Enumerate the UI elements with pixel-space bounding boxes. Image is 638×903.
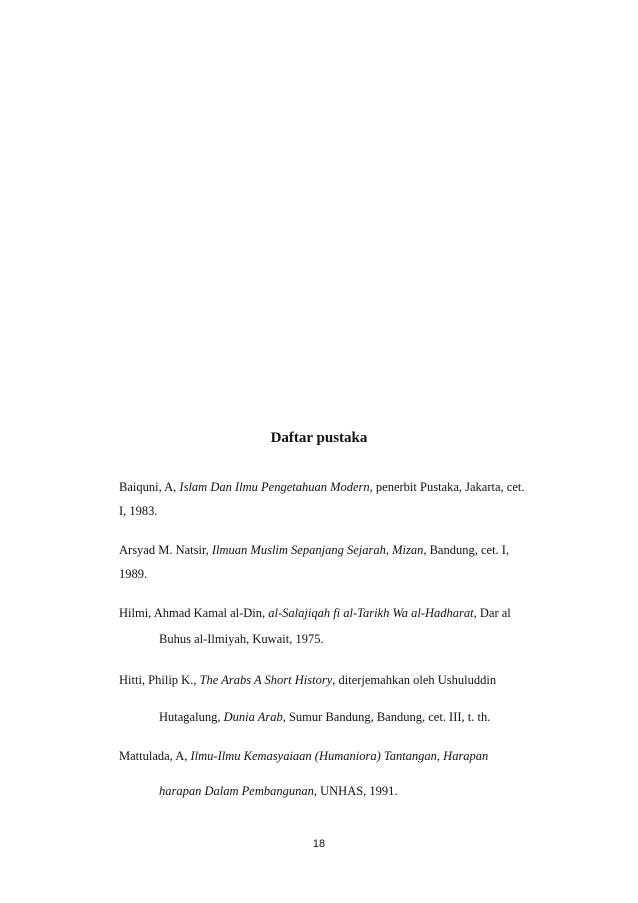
reference-line: Hilmi, Ahmad Kamal al-Din, al-Salajiqah fi al-Tarikh Wa al-Hadharat, Dar al xyxy=(119,606,511,620)
reference-title: Dunia Arab xyxy=(223,710,283,724)
reference-line: 1989. xyxy=(119,567,148,581)
page-heading: Daftar pustaka xyxy=(270,430,368,446)
reference-line: Hutagalung, Dunia Arab, Sumur Bandung, Bandung, cet. III, t. th. xyxy=(159,710,491,724)
reference-line: I, 1983. xyxy=(119,504,158,518)
reference-title: The Arabs A Short History xyxy=(199,673,333,687)
reference-title: al-Salajiqah fi al-Tarikh Wa al-Hadharat xyxy=(268,606,474,620)
reference-line: Arsyad M. Natsir, Ilmuan Muslim Sepanjang Sejarah, Mizan, Bandung, cet. I, xyxy=(119,543,510,557)
reference-line: Buhus al-Ilmiyah, Kuwait, 1975. xyxy=(159,632,324,646)
reference-line: harapan Dalam Pembangunan, UNHAS, 1991. xyxy=(159,784,398,798)
reference-title: Ilmuan Muslim Sepanjang Sejarah, Mizan xyxy=(211,543,424,557)
reference-line: Hitti, Philip K., The Arabs A Short History, diterjemahkan oleh Ushuluddin xyxy=(119,673,497,687)
reference-title: Islam Dan Ilmu Pengetahuan Modern xyxy=(179,480,370,494)
reference-title: harapan Dalam Pembangunan xyxy=(159,784,314,798)
page-number: 18 xyxy=(312,838,326,850)
reference-line: Mattulada, A, Ilmu-Ilmu Kemasyaiaan (Humaniora) Tantangan, Harapan xyxy=(119,749,489,763)
reference-title: Ilmu-Ilmu Kemasyaiaan (Humaniora) Tantangan, Harapan xyxy=(190,749,489,763)
reference-line: Baiquni, A, Islam Dan Ilmu Pengetahuan Modern, penerbit Pustaka, Jakarta, cet. xyxy=(119,480,525,494)
